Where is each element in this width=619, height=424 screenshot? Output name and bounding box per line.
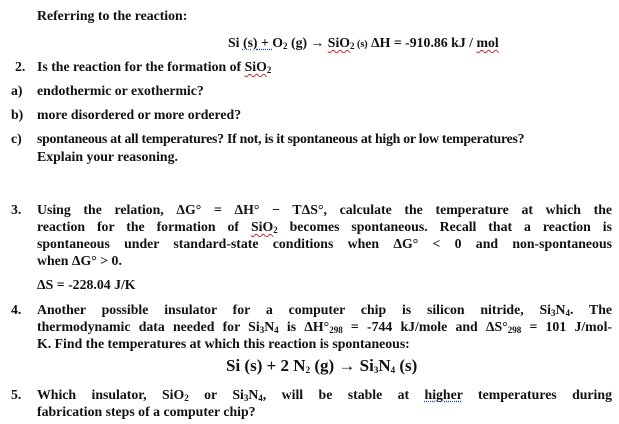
q3-number: 3. bbox=[11, 202, 22, 217]
q4-line1-post: . The bbox=[569, 302, 612, 317]
q5-line1-pre: Which insulator, SiO bbox=[37, 387, 185, 402]
q5-line2: fabrication steps of a computer chip? bbox=[37, 404, 256, 419]
q4-line2-ds: = 101 J/mol- bbox=[521, 319, 612, 334]
q2-b-text: more disordered or more ordered? bbox=[37, 107, 242, 122]
q5-line1 bbox=[37, 386, 612, 403]
q4-line2 bbox=[37, 318, 612, 335]
reaction-plus: + bbox=[257, 35, 273, 50]
q4-line1-sub2: 4 bbox=[565, 308, 570, 318]
reaction-o2-sub: 2 bbox=[283, 41, 288, 51]
q2-c-line1: spontaneous at all temperatures? If not, is it spontaneous at high or low temperatures? bbox=[37, 131, 525, 146]
q2-c-letter: c) bbox=[11, 131, 22, 146]
q5-line1-sub2: 3 bbox=[243, 393, 249, 403]
q4-eq-pre: Si (s) + 2 N bbox=[226, 356, 306, 375]
q4-line1-pre: Another possible insulator for a computer chip is silicon nitride, Si bbox=[37, 302, 551, 317]
q2-number: 2. bbox=[15, 59, 26, 74]
q3-line1: Using the relation, ΔG° = ΔH° − TΔS°, calculate the temperature at which the bbox=[37, 202, 612, 217]
q3-line2-post: becomes spontaneous. Recall that a reaction is bbox=[277, 219, 612, 234]
q4-line2-sub2: 4 bbox=[274, 325, 279, 335]
q4-line3: K. Find the temperatures at which this reaction is spontaneous: bbox=[37, 336, 410, 351]
q2-species: SiO bbox=[244, 59, 267, 74]
reaction-unit-mol: mol bbox=[476, 35, 499, 50]
q4-eq-post: (s) bbox=[395, 356, 418, 375]
reaction-sio2: SiO bbox=[327, 35, 351, 50]
q4-eq-mid: (g) → Si bbox=[310, 356, 374, 375]
q4-line1-mid: N bbox=[555, 302, 566, 317]
q4-line2-is: is ΔH° bbox=[278, 319, 330, 334]
q4-line2-t2: 298 bbox=[507, 325, 522, 335]
q4-equation bbox=[226, 355, 417, 377]
q2-a-letter: a) bbox=[11, 83, 23, 98]
reaction-sio2-sub: 2 bbox=[350, 41, 355, 51]
q3-line2-pre: reaction for the formation of bbox=[37, 219, 251, 234]
q4-line2-n: N bbox=[264, 319, 275, 334]
reaction-o2-state: (g) → bbox=[287, 35, 328, 50]
q5-line1-sub3: 4 bbox=[258, 393, 263, 403]
q3-line4: when ΔG° > 0. bbox=[37, 253, 122, 268]
q2-b-letter: b) bbox=[11, 107, 24, 122]
q5-line1-n: N bbox=[248, 387, 259, 402]
q3-line2-species: SiO bbox=[250, 219, 274, 234]
q4-line2-t1: 298 bbox=[329, 325, 343, 335]
q4-line2-pre: thermodynamic data needed for Si bbox=[37, 319, 260, 334]
q3-line2-sub: 2 bbox=[273, 225, 278, 235]
reaction-enthalpy: ΔH = -910.86 kJ / bbox=[367, 35, 477, 50]
q5-line1-post: , will be stable at bbox=[262, 387, 425, 402]
q4-eq-sub1: 2 bbox=[305, 365, 311, 375]
reaction-equation bbox=[228, 34, 499, 53]
q2-species-sub: 2 bbox=[266, 65, 272, 75]
q4-line1 bbox=[37, 301, 612, 318]
q3-entropy: ΔS = -228.04 J/K bbox=[37, 277, 136, 292]
reaction-o2: O bbox=[272, 35, 284, 50]
q4-eq-sub2: 3 bbox=[373, 365, 379, 375]
q3-line2 bbox=[37, 218, 612, 235]
q4-line2-dh: = -744 kJ/mole and ΔS° bbox=[342, 319, 508, 334]
q2-c-line2: Explain your reasoning. bbox=[37, 149, 178, 164]
q5-line1-sub1: 2 bbox=[184, 393, 189, 403]
reaction-si: Si bbox=[228, 35, 240, 50]
q4-eq-sub3: 4 bbox=[390, 365, 396, 375]
q5-line1-higher: higher bbox=[424, 387, 463, 402]
q2-a-text: endothermic or exothermic? bbox=[37, 83, 204, 98]
q4-line1-sub1: 3 bbox=[551, 308, 556, 318]
q3-line3: spontaneous under standard-state conditions when ΔG° < 0 and non-spontaneous bbox=[37, 236, 612, 251]
q2-question bbox=[37, 58, 271, 75]
reaction-si-state: (s) bbox=[242, 35, 258, 50]
q5-number: 5. bbox=[11, 387, 22, 402]
q4-eq-n: N bbox=[378, 356, 391, 375]
q5-line1-or: or Si bbox=[188, 387, 244, 402]
q2-text: Is the reaction for the formation of bbox=[37, 59, 245, 74]
q4-number: 4. bbox=[11, 302, 22, 317]
q4-line2-sub1: 3 bbox=[259, 325, 265, 335]
q5-line1-end: temperatures during bbox=[462, 387, 612, 402]
intro-heading: Referring to the reaction: bbox=[37, 8, 188, 23]
reaction-sio2-state: (s) bbox=[354, 39, 368, 50]
